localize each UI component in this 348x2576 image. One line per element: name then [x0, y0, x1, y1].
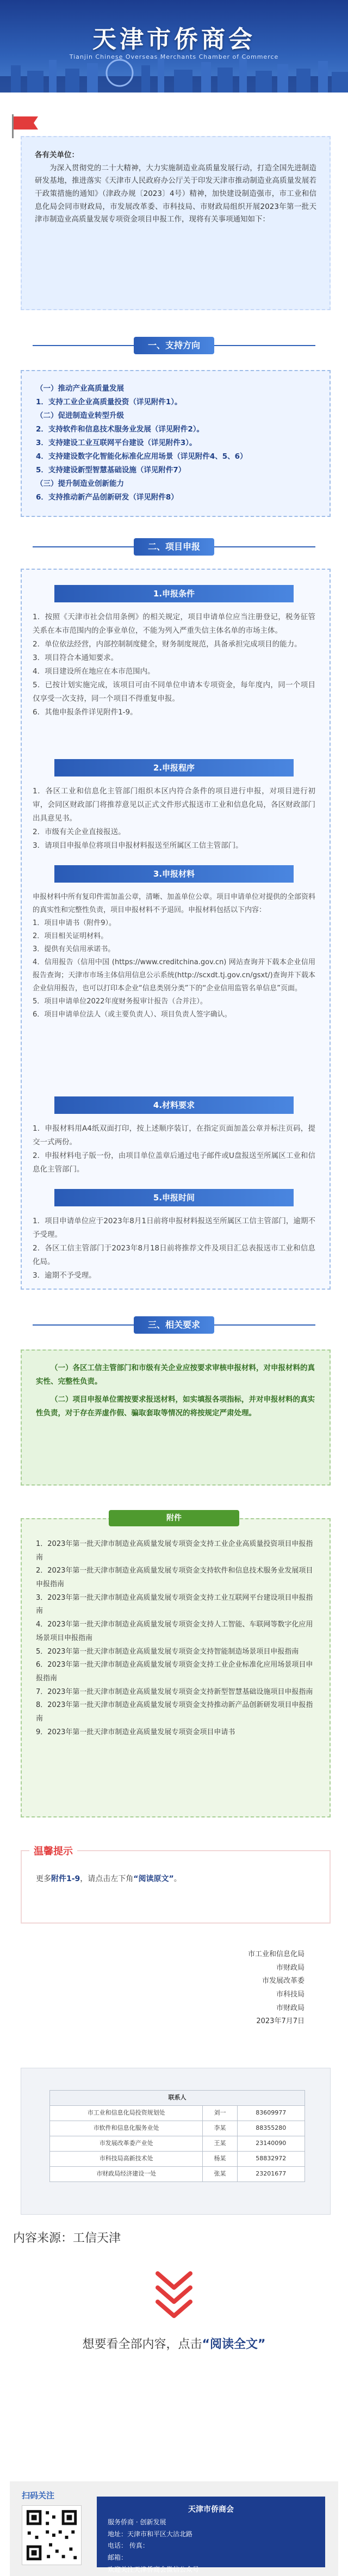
org-name: 天津市侨商会	[188, 2505, 234, 2514]
read-original-link[interactable]: “阅读原文”	[133, 1875, 174, 1883]
down-arrows-icon	[153, 2269, 195, 2318]
table-row: 市财政局经济建设一处 张某 23201677	[50, 2167, 305, 2182]
attachments-box	[21, 1518, 331, 1817]
intro-body: 为深入贯彻党的二十大精神，大力实施制造业高质量发展行动，打造全国先进制造研发基地，推进落实《天津市人民政府办公厅关于印发天津市推动制造业高质量发展若干政策措施的通知》（津政办规〔2023〕4号）精神，加快建设制造强市，市工业和信息化局会同市财政局，市发展改革委、市科技局、市财政局组织开展2023年第一批天津市制造业高质量发展专项资金项目申报工作，现将有关事项通知如下：	[35, 163, 316, 224]
contact-image	[21, 2068, 331, 2215]
attachments-title: 附件	[109, 1510, 239, 1526]
subsection-title: 3.申报材料	[54, 865, 294, 883]
support-direction-box	[21, 370, 331, 517]
attachments-link[interactable]: 附件1-9	[51, 1875, 80, 1883]
page-subtitle: Tianjin Chinese Overseas Merchants Chamber of Commerce	[69, 53, 279, 60]
contact-table-title: 联系人	[50, 2091, 305, 2106]
support-item: 4．支持建设数字化智能化标准化应用场景（详见附件4、5、6）	[36, 452, 247, 461]
tip-text: 更多附件1-9，请点击左下角“阅读原文”。	[36, 1875, 182, 1883]
read-more-link[interactable]: “阅读全文”	[202, 2338, 266, 2351]
attachment-item[interactable]: 9．2023年第一批天津市制造业高质量发展专项资金项目申请书	[36, 1728, 235, 1736]
attachment-item[interactable]: 3．2023年第一批天津市制造业高质量发展专项资金支持工业互联网平台建设项目申报指南	[36, 1593, 313, 1616]
subsection-title: 5.申报时间	[54, 1189, 294, 1206]
section-1-title: 一、支持方向	[134, 337, 214, 354]
scan-follow-label: 扫码关注	[22, 2491, 55, 2500]
subsection-body: 1．按照《天津市社会信用条例》的相关规定，项目申请单位应当注册登记，税务征管关系在本市范围内的企事业单位，不能为列入严重失信主体名单的市场主体。 2．单位依法经营，内部控制制度健全，财务制度规范，具备承担完成项目的能力。 3．项目符合本通知要求。 4．项目建设所在地应在本市范围内。 5．已按计划实施完成，该项目可由不同单位申请本专项资金，每年度内，同一个项目仅享受一次支持，同一个项目不得重复申报。 6．其他申报条件详见附件1-9。	[33, 613, 315, 717]
attachment-item[interactable]: 7．2023年第一批天津市制造业高质量发展专项资金支持新型智慧基础设施项目申报指南	[36, 1687, 313, 1696]
footer	[10, 2481, 338, 2576]
attachment-item[interactable]: 6．2023年第一批天津市制造业高质量发展专项资金支持工业企业标准化应用场景项目申报指南	[36, 1661, 313, 1683]
header-banner	[0, 0, 348, 93]
attachment-item[interactable]: 1．2023年第一批天津市制造业高质量发展专项资金支持工业企业高质量投资项目申报指南	[36, 1540, 313, 1562]
subsection-title: 2.申报程序	[54, 759, 294, 777]
tip-box	[21, 1846, 331, 1924]
org-card: 天津市侨商会 服务侨商 · 创新发展 地址：天津市和平区大沽北路 电话： 传真： 邮箱： 欢迎关注天津侨商会微信公众号	[97, 2497, 325, 2567]
content-source: 内容来源：工信天津	[13, 2232, 121, 2245]
support-item: 3．支持建设工业互联网平台建设（详见附件3）。	[36, 438, 197, 447]
support-item: （三）提升制造业创新能力	[36, 479, 124, 488]
qr-code-icon[interactable]	[22, 2505, 82, 2565]
support-item: （二）促进制造业转型升级	[36, 411, 124, 420]
table-row: 市工业和信息化局投资规划处 刘一 83609977	[50, 2106, 305, 2121]
table-row: 市发展改革委产业处 王某 23140090	[50, 2136, 305, 2152]
support-item: 6．支持推动新产品创新研发（详见附件8）	[36, 492, 178, 502]
section-heading-2	[0, 536, 348, 558]
section-2-title: 二、项目申报	[134, 538, 214, 556]
attachment-item[interactable]: 2．2023年第一批天津市制造业高质量发展专项资金支持软件和信息技术服务业发展项目申报指南	[36, 1567, 313, 1589]
support-item: 5．支持建设新型智慧基础设施（详见附件7）	[36, 465, 186, 474]
subsection-title: 1.申报条件	[54, 585, 294, 602]
contact-table	[49, 2090, 305, 2182]
attachment-item[interactable]: 5．2023年第一批天津市制造业高质量发展专项资金支持智能制造场景项目申报指南	[36, 1647, 299, 1656]
table-row: 市科技局高新技术处 杨某 58832972	[50, 2152, 305, 2167]
attachment-item[interactable]: 8．2023年第一批天津市制造业高质量发展专项资金支持推动新产品创新研发项目申报指南	[36, 1701, 313, 1723]
attachment-item[interactable]: 4．2023年第一批天津市制造业高质量发展专项资金支持人工智能、车联网等数字化应用场景项目申报指南	[36, 1620, 313, 1642]
section-heading-3	[0, 1314, 348, 1336]
requirements-box: （一）各区工信主管部门和市级有关企业应按要求审核申报材料，对申报材料的真实性、完整性负责。 （二）项目申报单位需按要求报送材料，如实填报各项指标，并对申报材料的真实性负责，对于存在弄虚作假、骗取套取等情况的将按规定严肃处理。	[21, 1349, 331, 1486]
flag-icon	[10, 114, 42, 138]
support-item: （一）推动产业高质量发展	[36, 384, 124, 393]
subsection-title: 4.材料要求	[54, 1096, 294, 1114]
subsection-body: 1．申报材料用A4纸双面打印，按上述顺序装订，在指定页面加盖公章并标注页码，提交一式两份。 2．申报材料电子版一份，由项目单位盖章后通过电子邮件或U盘报送至所属区工业和信息化主管部门。	[33, 1124, 315, 1174]
intro-box	[21, 136, 331, 310]
support-item: 1．支持工业企业高质量投资（详见附件1）。	[36, 397, 182, 406]
section-3-title: 三、相关要求	[134, 1316, 214, 1334]
page-title: 天津市侨商会	[92, 26, 256, 53]
subsection-body: 1．项目申请单位应于2023年8月1日前将申报材料报送至所属区工信主管部门，逾期不予受理。 2．各区工信主管部门于2023年8月18日前将推荐文件及项目汇总表报送市工业和信息化局。 3．逾期不予受理。	[33, 1217, 315, 1280]
table-row: 市软件和信息化服务业处 李某 88355280	[50, 2121, 305, 2136]
signature-block: 市工业和信息化局 市财政局 市发展改革委 市科技局 市财政局 2023年7月7日	[247, 1950, 304, 2026]
subsection-body: 1．各区工业和信息化主管部门组织本区内符合条件的项目进行申报，对项目进行初审，会同区财政部门将推荐意见以正式文件形式报送市工业和信息化局，各区财政部门出具意见书。 2．市级有关企业直接报送。 3．请项目申报单位将项目申报材料报送至所属区工信主管部门。	[33, 787, 315, 850]
support-item: 2．支持软件和信息技术服务业发展（详见附件2）。	[36, 424, 204, 434]
tip-label: 温馨提示	[29, 1844, 77, 1860]
subsection-body: 申报材料中所有复印件需加盖公章，清晰、加盖单位公章。项目申请单位对提供的全部资料的真实性和完整性负责，项目申报材料不予退回。申报材料包括以下内容： 1．项目申请书（附件9）。 2．项目相关证明材料。 3．提供有关信用承诺书。 4．信用报告（信用中国 (https://www.creditchina.gov.cn) 网站查询并下载本企业信用报告查询；天津市市场主体信用信息公示系统(http://scxdt.tj.gov.cn/gsxt/)查询并下载本企业信用报告，也可以打印本企业“信息类别分类”下的“企业信用监管名单信息”页面。 5．项目申请单位2022年度财务报审计报告（合并注）。 6．项目申请单位法人（或主要负责人）、项目负责人签字确认。	[33, 893, 316, 1019]
read-more-text: 想要看全部内容，点击“阅读全文”	[82, 2338, 266, 2351]
intro-greeting: 各有关单位：	[35, 151, 79, 159]
section-heading-1	[0, 335, 348, 356]
